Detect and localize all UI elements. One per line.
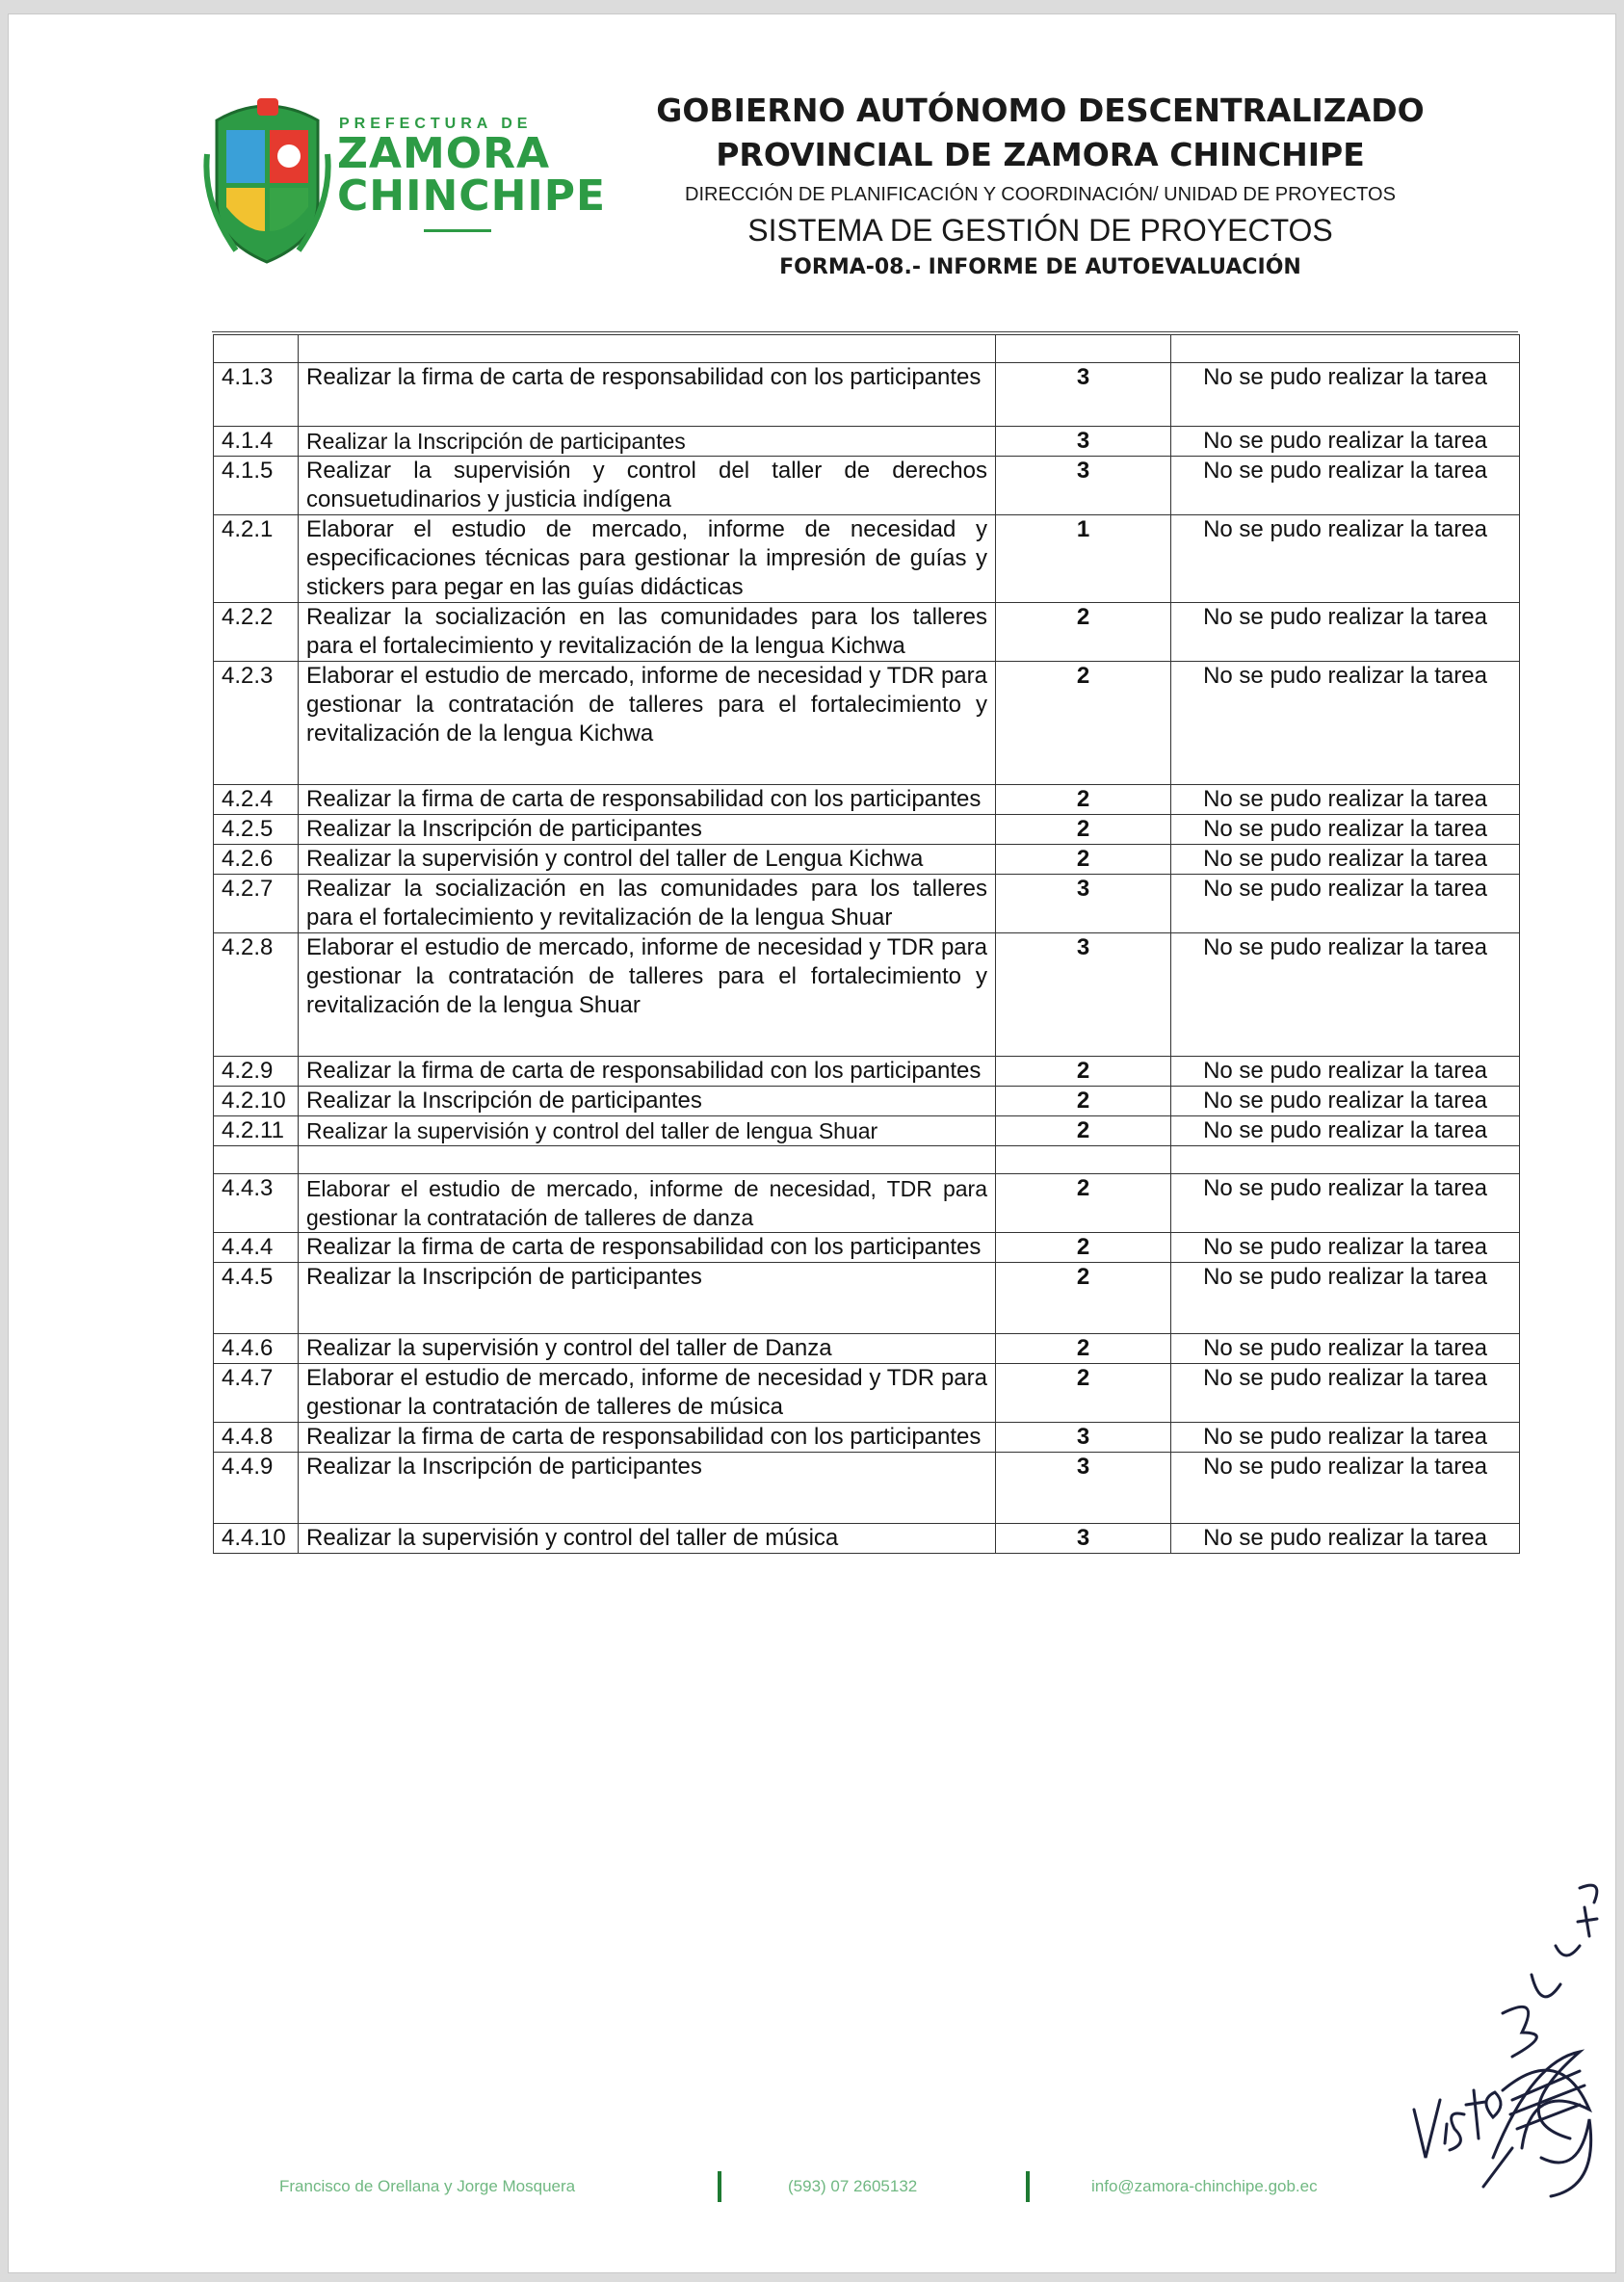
row-code: 4.2.2 xyxy=(214,603,299,662)
row-description: Realizar la Inscripción de participantes xyxy=(299,815,996,845)
table-row xyxy=(214,1453,1520,1524)
row-code: 4.2.8 xyxy=(214,933,299,1057)
row-value: 2 xyxy=(996,1087,1171,1116)
table-row xyxy=(214,427,1520,457)
row-status: No se pudo realizar la tarea xyxy=(1171,785,1520,815)
row-description: Elaborar el estudio de mercado, informe de necesidad, TDR para gestionar la contratación de talleres de danza xyxy=(299,1174,996,1233)
row-code: 4.2.9 xyxy=(214,1057,299,1087)
row-description: Realizar la firma de carta de responsabilidad con los participantes xyxy=(299,1423,996,1453)
row-status: No se pudo realizar la tarea xyxy=(1171,1057,1520,1087)
row-status: No se pudo realizar la tarea xyxy=(1171,1263,1520,1334)
row-code: 4.2.1 xyxy=(214,515,299,603)
header-divider xyxy=(212,331,1518,332)
row-code: 4.2.6 xyxy=(214,845,299,875)
row-value: 3 xyxy=(996,1524,1171,1554)
row-description: Realizar la supervisión y control del taller de lengua Shuar xyxy=(299,1116,996,1146)
row-code: 4.2.10 xyxy=(214,1087,299,1116)
row-code: 4.4.9 xyxy=(214,1453,299,1524)
header-title-line2: PROVINCIAL DE ZAMORA CHINCHIPE xyxy=(716,136,1365,173)
row-value: 2 xyxy=(996,1057,1171,1087)
row-status: No se pudo realizar la tarea xyxy=(1171,515,1520,603)
row-code: 4.4.5 xyxy=(214,1263,299,1334)
row-description: Realizar la socialización en las comunidades para los talleres para el fortalecimiento y revitalización de la lengua Kichwa xyxy=(299,603,996,662)
table-blank-row xyxy=(214,1146,1520,1174)
row-description: Elaborar el estudio de mercado, informe de necesidad y TDR para gestionar la contratación de talleres de música xyxy=(299,1364,996,1423)
row-status: No se pudo realizar la tarea xyxy=(1171,603,1520,662)
row-value: 2 xyxy=(996,662,1171,785)
brand-small-text: PREFECTURA DE xyxy=(339,116,533,132)
table-row xyxy=(214,1233,1520,1263)
row-code: 4.4.6 xyxy=(214,1334,299,1364)
row-description: Realizar la Inscripción de participantes xyxy=(299,1087,996,1116)
row-status: No se pudo realizar la tarea xyxy=(1171,1334,1520,1364)
row-description: Realizar la socialización en las comunidades para los talleres para el fortalecimiento y revitalización de la lengua Shuar xyxy=(299,875,996,933)
row-description: Elaborar el estudio de mercado, informe de necesidad y TDR para gestionar la contratación de talleres para el fortalecimiento y revitalización de la lengua Kichwa xyxy=(299,662,996,785)
row-status: No se pudo realizar la tarea xyxy=(1171,1233,1520,1263)
row-status: No se pudo realizar la tarea xyxy=(1171,662,1520,785)
footer-email: info@zamora-chinchipe.gob.ec xyxy=(1091,2177,1318,2195)
row-status: No se pudo realizar la tarea xyxy=(1171,1116,1520,1146)
brand-underline xyxy=(424,229,491,232)
row-value: 2 xyxy=(996,785,1171,815)
row-code: 4.1.5 xyxy=(214,457,299,515)
footer-divider xyxy=(1026,2171,1030,2202)
table-row xyxy=(214,603,1520,662)
self-evaluation-table xyxy=(213,334,1520,1554)
row-code: 4.2.5 xyxy=(214,815,299,845)
row-value: 3 xyxy=(996,457,1171,515)
page-footer xyxy=(279,2171,1368,2206)
row-description: Realizar la firma de carta de responsabilidad con los participantes xyxy=(299,785,996,815)
table-blank-row xyxy=(214,335,1520,363)
row-code: 4.1.3 xyxy=(214,363,299,427)
row-description: Realizar la supervisión y control del taller de Danza xyxy=(299,1334,996,1364)
row-description: Realizar la Inscripción de participantes xyxy=(299,1263,996,1334)
table-row xyxy=(214,515,1520,603)
footer-address: Francisco de Orellana y Jorge Mosquera xyxy=(279,2177,576,2195)
table-row xyxy=(214,1524,1520,1554)
row-value: 3 xyxy=(996,1423,1171,1453)
row-description: Realizar la firma de carta de responsabilidad con los participantes xyxy=(299,1057,996,1087)
header-title-line1: GOBIERNO AUTÓNOMO DESCENTRALIZADO xyxy=(656,92,1425,129)
table-row xyxy=(214,875,1520,933)
row-description: Realizar la Inscripción de participantes xyxy=(299,427,996,457)
header-system: SISTEMA DE GESTIÓN DE PROYECTOS xyxy=(747,213,1333,248)
handwritten-approval-signature xyxy=(1387,1869,1609,2206)
row-status: No se pudo realizar la tarea xyxy=(1171,1524,1520,1554)
prefectura-coat-of-arms-logo xyxy=(197,87,337,270)
row-value: 3 xyxy=(996,427,1171,457)
brand-chinchipe: CHINCHIPE xyxy=(337,171,607,221)
document-header xyxy=(539,89,1541,284)
table-row xyxy=(214,1263,1520,1334)
footer-phone: (593) 07 2605132 xyxy=(788,2177,918,2195)
row-status: No se pudo realizar la tarea xyxy=(1171,363,1520,427)
row-value: 2 xyxy=(996,845,1171,875)
row-value: 2 xyxy=(996,1263,1171,1334)
row-status: No se pudo realizar la tarea xyxy=(1171,1453,1520,1524)
row-description: Elaborar el estudio de mercado, informe de necesidad y TDR para gestionar la contratación de talleres para el fortalecimiento y revitalización de la lengua Shuar xyxy=(299,933,996,1057)
row-status: No se pudo realizar la tarea xyxy=(1171,457,1520,515)
row-value: 3 xyxy=(996,1453,1171,1524)
row-status: No se pudo realizar la tarea xyxy=(1171,815,1520,845)
row-code: 4.4.7 xyxy=(214,1364,299,1423)
prefectura-brand xyxy=(337,116,607,232)
row-value: 2 xyxy=(996,1174,1171,1233)
row-value: 3 xyxy=(996,933,1171,1057)
table-row xyxy=(214,1364,1520,1423)
row-status: No se pudo realizar la tarea xyxy=(1171,845,1520,875)
table-row xyxy=(214,933,1520,1057)
row-value: 2 xyxy=(996,1334,1171,1364)
row-code: 4.2.7 xyxy=(214,875,299,933)
row-description: Realizar la supervisión y control del taller de Lengua Kichwa xyxy=(299,845,996,875)
row-value: 3 xyxy=(996,363,1171,427)
row-value: 2 xyxy=(996,815,1171,845)
table-row xyxy=(214,1057,1520,1087)
row-status: No se pudo realizar la tarea xyxy=(1171,875,1520,933)
row-value: 1 xyxy=(996,515,1171,603)
table-row xyxy=(214,457,1520,515)
row-value: 2 xyxy=(996,1233,1171,1263)
table-row xyxy=(214,363,1520,427)
row-description: Elaborar el estudio de mercado, informe de necesidad y especificaciones técnicas para gestionar la impresión de guías y stickers para pegar en las guías didácticas xyxy=(299,515,996,603)
row-value: 3 xyxy=(996,875,1171,933)
row-code: 4.1.4 xyxy=(214,427,299,457)
footer-divider xyxy=(718,2171,721,2202)
row-value: 2 xyxy=(996,603,1171,662)
row-status: No se pudo realizar la tarea xyxy=(1171,933,1520,1057)
row-status: No se pudo realizar la tarea xyxy=(1171,1087,1520,1116)
row-value: 2 xyxy=(996,1116,1171,1146)
table-row xyxy=(214,1334,1520,1364)
row-description: Realizar la firma de carta de responsabilidad con los participantes xyxy=(299,1233,996,1263)
row-code: 4.2.11 xyxy=(214,1116,299,1146)
row-status: No se pudo realizar la tarea xyxy=(1171,1423,1520,1453)
table-row xyxy=(214,815,1520,845)
table-row xyxy=(214,1174,1520,1233)
row-code: 4.4.8 xyxy=(214,1423,299,1453)
table-row xyxy=(214,662,1520,785)
row-code: 4.4.3 xyxy=(214,1174,299,1233)
row-code: 4.2.3 xyxy=(214,662,299,785)
header-form-title: FORMA-08.- INFORME DE AUTOEVALUACIÓN xyxy=(779,255,1301,279)
row-value: 2 xyxy=(996,1364,1171,1423)
row-description: Realizar la supervisión y control del taller de música xyxy=(299,1524,996,1554)
table-row xyxy=(214,1087,1520,1116)
row-code: 4.2.4 xyxy=(214,785,299,815)
row-description: Realizar la supervisión y control del taller de derechos consuetudinarios y justicia indígena xyxy=(299,457,996,515)
row-description: Realizar la firma de carta de responsabilidad con los participantes xyxy=(299,363,996,427)
row-code: 4.4.10 xyxy=(214,1524,299,1554)
table-row xyxy=(214,785,1520,815)
table-row xyxy=(214,845,1520,875)
row-status: No se pudo realizar la tarea xyxy=(1171,1364,1520,1423)
header-department: DIRECCIÓN DE PLANIFICACIÓN Y COORDINACIÓN/ UNIDAD DE PROYECTOS xyxy=(685,184,1396,205)
table-row xyxy=(214,1116,1520,1146)
row-status: No se pudo realizar la tarea xyxy=(1171,1174,1520,1233)
table-row xyxy=(214,1423,1520,1453)
row-description: Realizar la Inscripción de participantes xyxy=(299,1453,996,1524)
row-status: No se pudo realizar la tarea xyxy=(1171,427,1520,457)
row-code: 4.4.4 xyxy=(214,1233,299,1263)
brand-zamora: ZAMORA xyxy=(337,129,551,178)
